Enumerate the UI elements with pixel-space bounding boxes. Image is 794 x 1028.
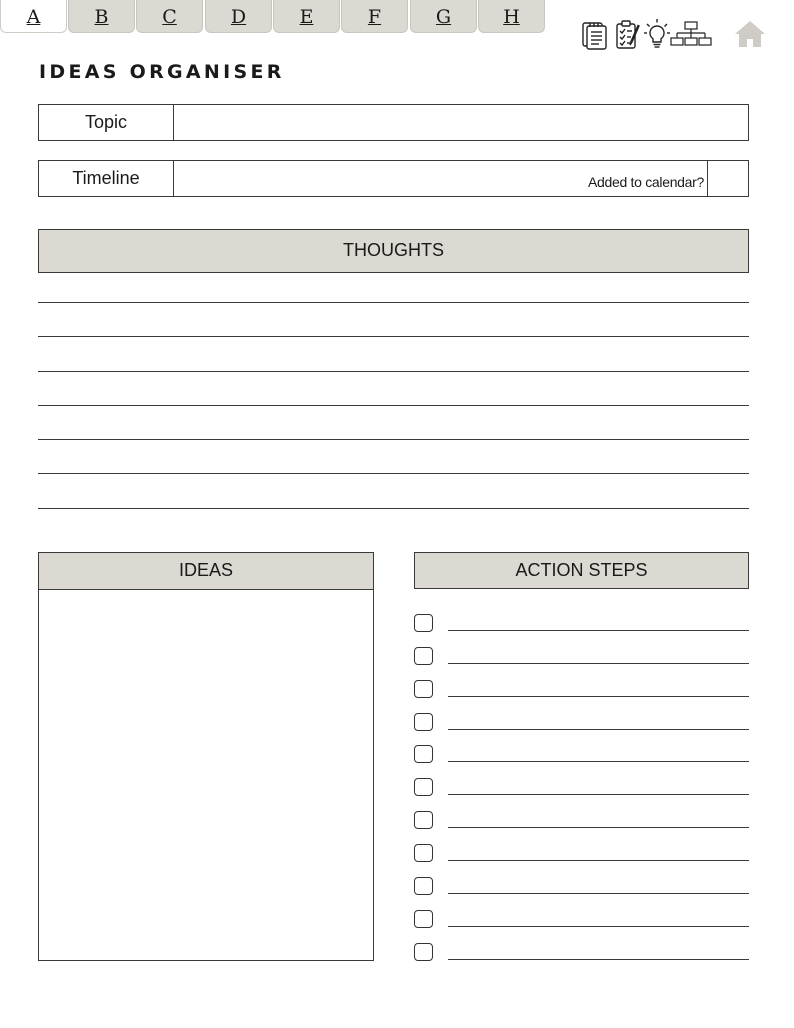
topic-input[interactable] [173,105,748,140]
thoughts-line[interactable] [38,439,749,440]
ideas-box [38,552,374,961]
ideas-input[interactable] [39,589,373,960]
action-step-line[interactable] [448,959,749,960]
action-step-line[interactable] [448,827,749,828]
added-to-calendar-label: Added to calendar? [587,174,704,190]
checklist-icon[interactable] [613,18,643,50]
thoughts-line[interactable] [38,302,749,303]
lightbulb-icon[interactable] [642,18,672,50]
action-step [414,943,749,963]
action-step-checkbox[interactable] [414,910,433,928]
topic-label: Topic [39,105,174,140]
tab-b[interactable]: B [68,0,135,33]
action-step-line[interactable] [448,860,749,861]
action-step [414,811,749,831]
tab-d[interactable]: D [205,0,272,33]
ideas-header: IDEAS [38,552,374,590]
action-step-checkbox[interactable] [414,877,433,895]
action-step-line[interactable] [448,696,749,697]
action-step-line[interactable] [448,729,749,730]
thoughts-line[interactable] [38,371,749,372]
action-steps-header: ACTION STEPS [414,552,749,589]
action-step [414,910,749,930]
action-step-checkbox[interactable] [414,680,433,698]
action-step-checkbox[interactable] [414,778,433,796]
action-step-checkbox[interactable] [414,745,433,763]
action-step [414,713,749,733]
thoughts-line[interactable] [38,508,749,509]
action-step [414,647,749,667]
tab-h[interactable]: H [478,0,545,33]
action-step-checkbox[interactable] [414,647,433,665]
added-to-calendar-checkbox[interactable] [707,161,748,196]
action-step-checkbox[interactable] [414,614,433,632]
action-step-checkbox[interactable] [414,713,433,731]
thoughts-line[interactable] [38,405,749,406]
sitemap-icon[interactable] [670,18,712,50]
action-step-line[interactable] [448,761,749,762]
notepad-icon[interactable] [580,18,610,50]
action-step-checkbox[interactable] [414,811,433,829]
action-step-line[interactable] [448,794,749,795]
thoughts-line[interactable] [38,473,749,474]
home-icon[interactable] [733,18,767,50]
page-title: IDEAS ORGANISER [39,61,285,83]
tab-g[interactable]: G [410,0,477,33]
action-step [414,877,749,897]
timeline-row [38,160,749,197]
tab-c[interactable]: C [136,0,203,33]
tab-f[interactable]: F [341,0,408,33]
action-step-line[interactable] [448,926,749,927]
action-step-line[interactable] [448,663,749,664]
tab-a[interactable]: A [0,0,67,33]
action-step [414,778,749,798]
thoughts-header: THOUGHTS [38,229,749,273]
action-step-line[interactable] [448,630,749,631]
tab-e[interactable]: E [273,0,340,33]
thoughts-line[interactable] [38,336,749,337]
action-step [414,680,749,700]
topic-row [38,104,749,141]
action-step-checkbox[interactable] [414,844,433,862]
action-step [414,614,749,634]
timeline-label: Timeline [39,161,174,196]
action-step-line[interactable] [448,893,749,894]
action-step [414,745,749,765]
action-step [414,844,749,864]
action-step-checkbox[interactable] [414,943,433,961]
